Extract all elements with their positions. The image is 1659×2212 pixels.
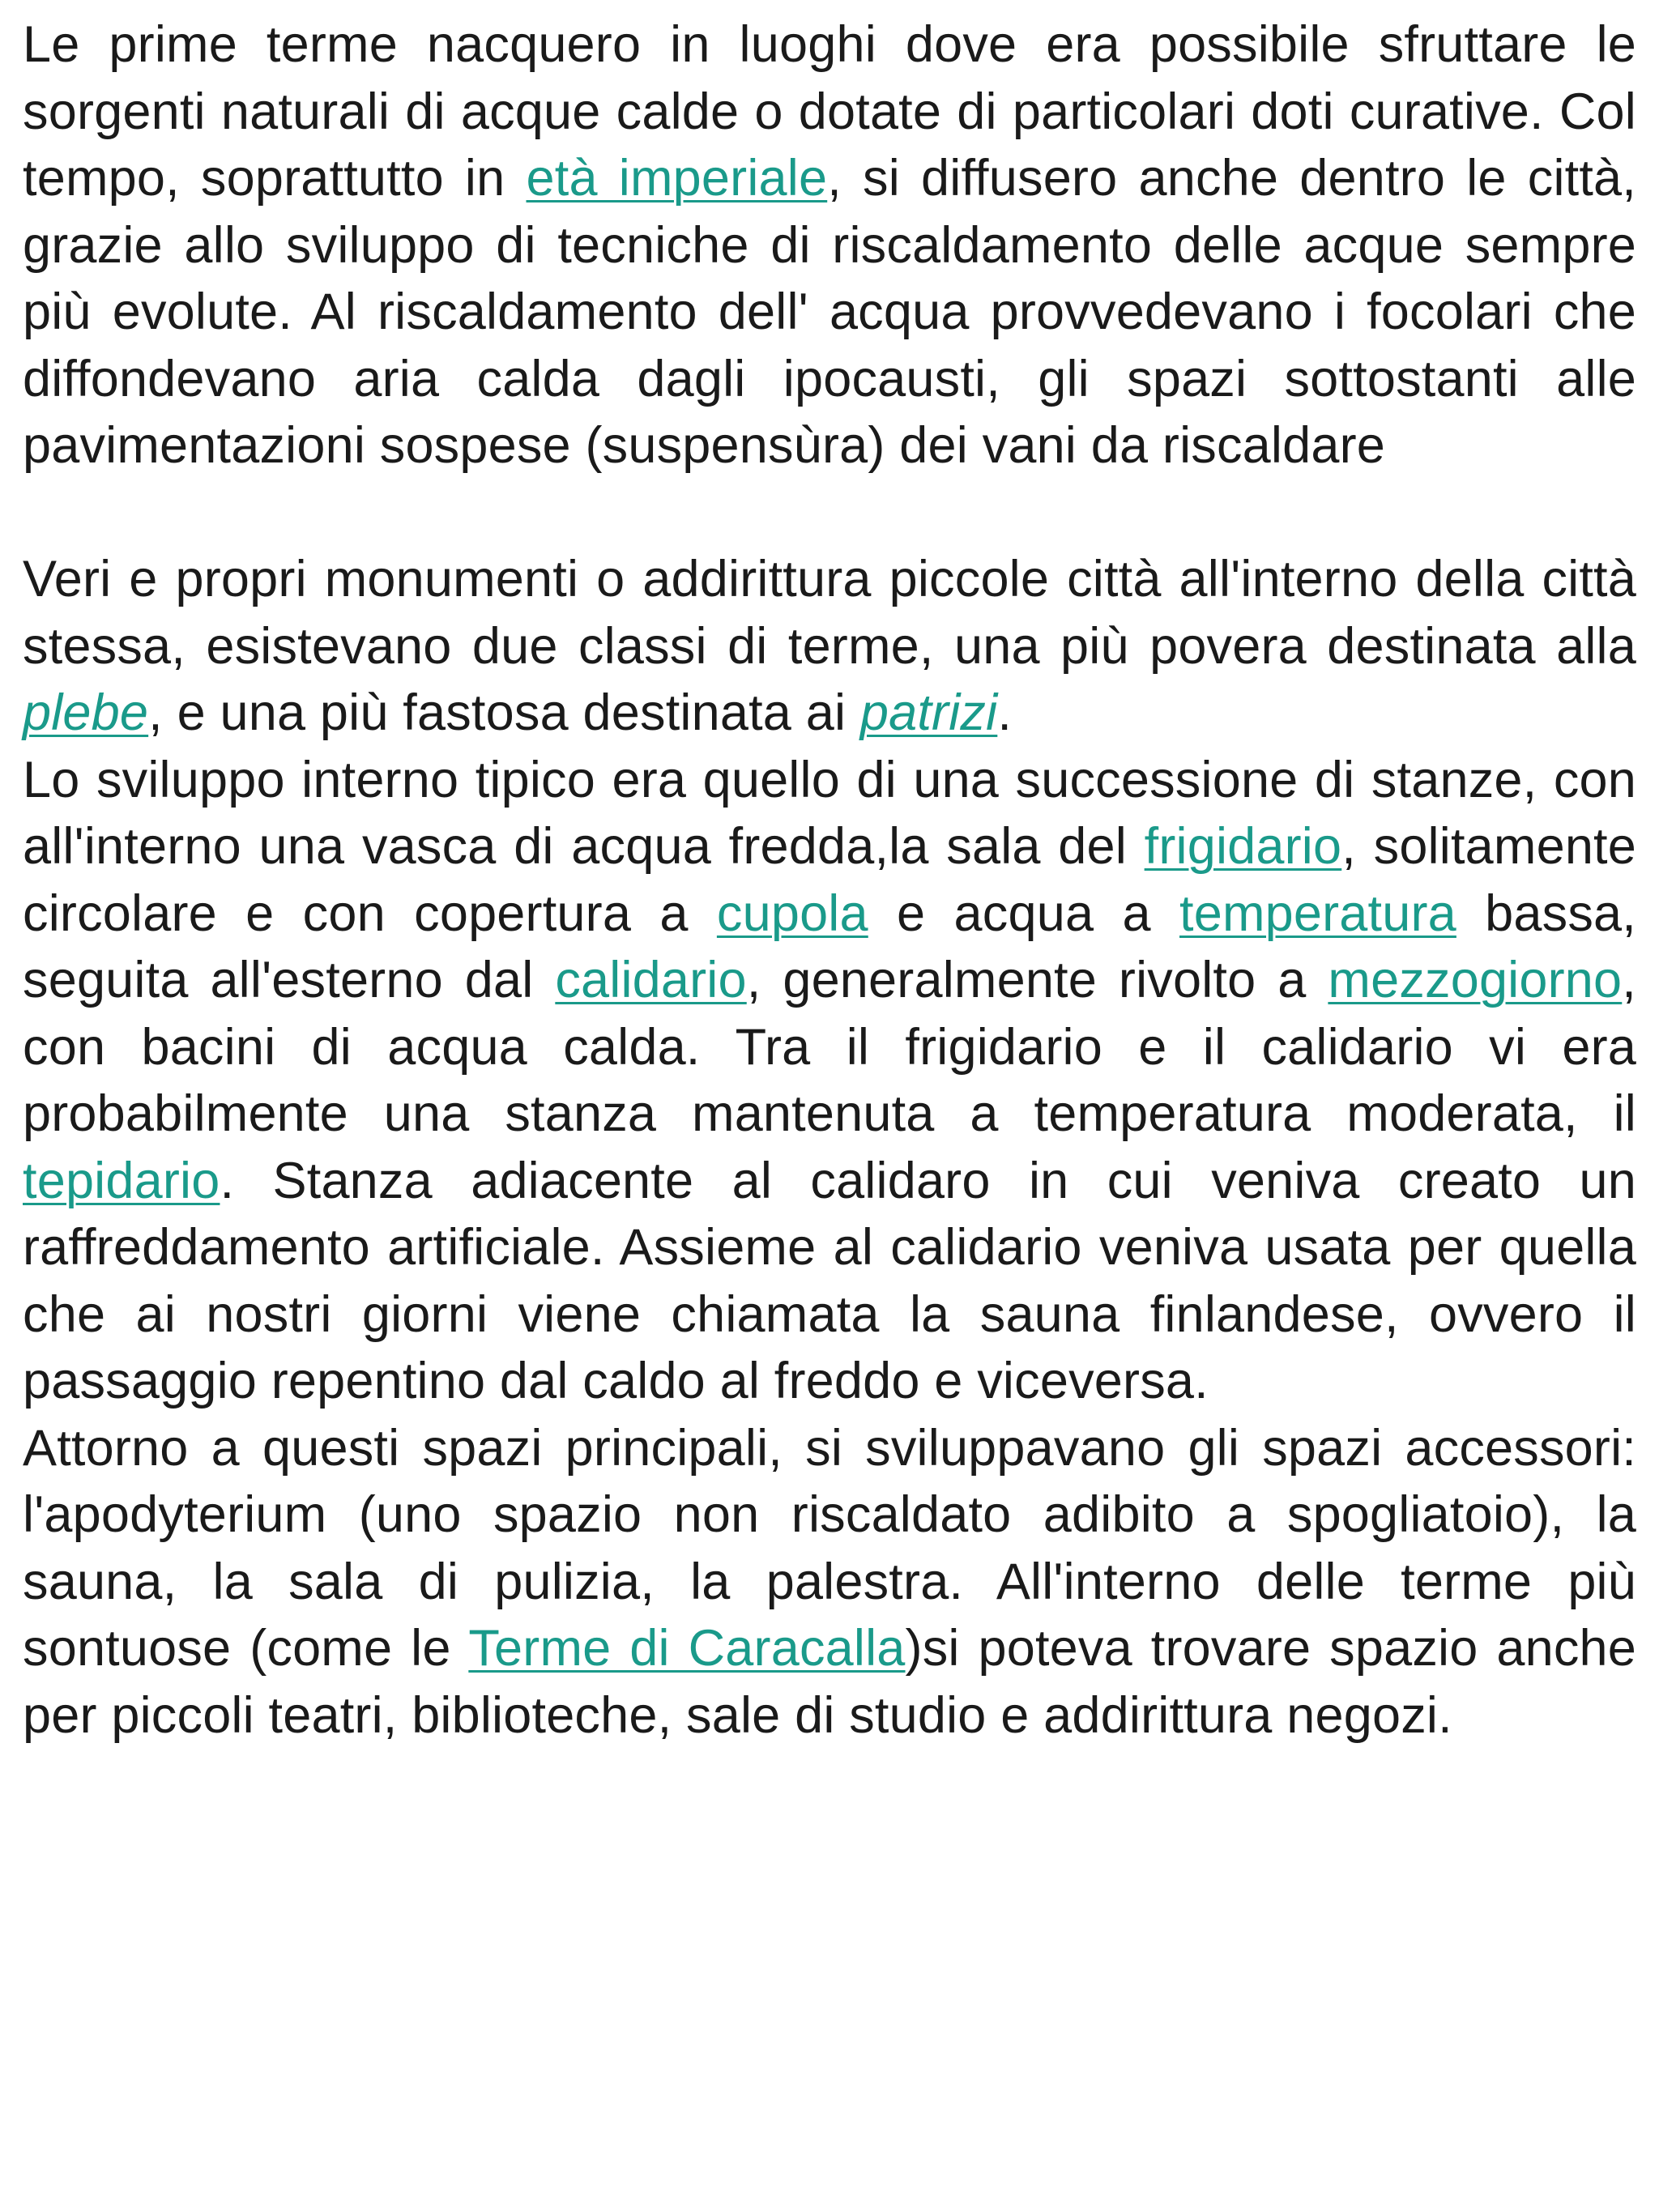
paragraph-1 xyxy=(23,11,1636,479)
link-frigidario[interactable]: frigidario xyxy=(1144,818,1342,875)
text-run: Le prime terme nacquero in luoghi dove era possibile sfruttare le sorgenti naturali di acque calde o dotate di particolari doti curative. Col tempo, soprattutto in xyxy=(23,16,1636,207)
link-cupola[interactable]: cupola xyxy=(716,884,868,942)
link-calidario[interactable]: calidario xyxy=(555,952,747,1008)
text-run: Attorno a questi spazi principali, si sviluppavano gli spazi accessori: l'apodyterium (uno spazio non riscaldato adibito a spogliatoio), la sauna, la sala di pulizia, la palestra. All'interno delle terme più sontuose (come le xyxy=(23,1419,1636,1677)
text-run: e acqua a xyxy=(868,884,1180,942)
link-patrizi[interactable]: patrizi xyxy=(859,684,998,741)
link-plebe[interactable]: plebe xyxy=(23,684,149,741)
paragraph-4 xyxy=(23,1415,1636,1750)
link-temperatura[interactable]: temperatura xyxy=(1179,884,1456,942)
paragraph-spacer xyxy=(23,479,1636,547)
text-run: )si poteva trovare spazio anche per piccoli teatri, biblioteche, sale di studio e addirittura negozi. xyxy=(23,1620,1637,1744)
text-run: , solitamente circolare e con copertura a xyxy=(23,818,1636,942)
article-body xyxy=(23,11,1636,1749)
link-terme-di-caracalla[interactable]: Terme di Caracalla xyxy=(468,1620,906,1677)
paragraph-3 xyxy=(23,747,1636,1415)
text-run: , e una più fastosa destinata ai xyxy=(148,684,860,741)
paragraph-2 xyxy=(23,546,1636,747)
link-tepidario[interactable]: tepidario xyxy=(23,1152,220,1209)
text-run: bassa, seguita all'esterno dal xyxy=(23,884,1636,1008)
text-run: . xyxy=(997,684,1013,741)
link-età-imperiale[interactable]: età imperiale xyxy=(526,150,828,207)
link-mezzogiorno[interactable]: mezzogiorno xyxy=(1328,952,1623,1008)
text-run: , si diffusero anche dentro le città, grazie allo sviluppo di tecniche di riscaldamento delle acque sempre più evolute. Al riscaldamento dell' acqua provvedevano i focolari che diffondevano aria calda dagli ipocausti, gli spazi sottostanti alle pavimentazioni sospese (suspensùra) dei vani da riscaldare xyxy=(23,150,1637,474)
text-run: , generalmente rivolto a xyxy=(746,952,1328,1008)
text-run: . Stanza adiacente al calidaro in cui veniva creato un raffreddamento artificiale. Assieme al calidario veniva usata per quella che ai nostri giorni viene chiamata la sauna finlandese, ovvero il passaggio repentino dal caldo al freddo e viceversa. xyxy=(23,1152,1636,1409)
text-run: Veri e propri monumenti o addirittura piccole città all'interno della città stessa, esistevano due classi di terme, una più povera destinata alla xyxy=(23,551,1636,675)
text-run: , con bacini di acqua calda. Tra il frigidario e il calidario vi era probabilmente una stanza mantenuta a temperatura moderata, il xyxy=(23,952,1636,1142)
text-run: Lo sviluppo interno tipico era quello di una successione di stanze, con all'interno una vasca di acqua fredda,la sala del xyxy=(23,751,1636,875)
